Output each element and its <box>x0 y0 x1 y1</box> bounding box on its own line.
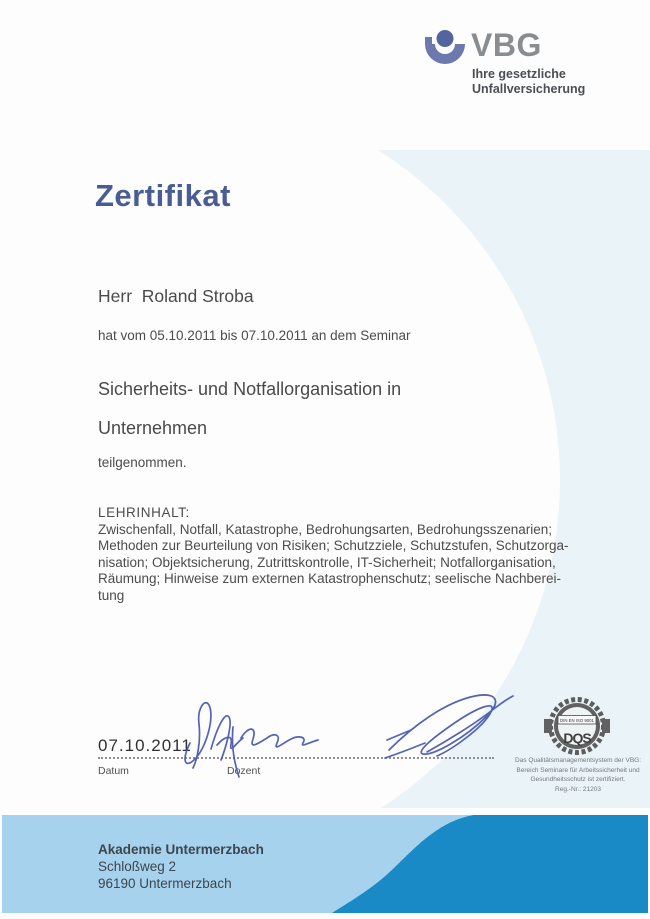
seal-monogram: DQS <box>563 730 591 746</box>
footer-bar <box>2 815 648 913</box>
course-content-line: nisation; Objektsicherung, Zutrittskontrolle, IT-Sicherheit; Notfallorganisation, <box>98 554 556 570</box>
course-content-line: Zwischenfall, Notfall, Katastrophe, Bedrohungsarten, Bedrohungsszenarien; <box>98 521 553 537</box>
academy-street: Schloßweg 2 <box>98 859 177 874</box>
seal-band-text: DIN EN ISO 9001 <box>560 717 594 723</box>
seal-caption-line: Gesundheitsschutz ist zertifiziert. <box>530 776 626 783</box>
vbg-tagline-line1: Ihre gesetzliche <box>472 67 566 81</box>
participation-text: teilgenommen. <box>98 455 187 470</box>
vbg-tagline <box>472 67 585 97</box>
vbg-logo <box>423 26 633 98</box>
date-label: Datum <box>98 765 129 777</box>
date-value: 07.10.2011 <box>98 736 192 755</box>
seminar-title-line1: Sicherheits- und Notfallorganisation in <box>98 379 402 399</box>
docent-label: Dozent <box>227 765 261 777</box>
course-content-line: tung <box>98 587 125 603</box>
course-content-heading: LEHRINHALT: <box>98 505 190 520</box>
docent-signature <box>180 697 330 781</box>
seminar-intro: hat vom 05.10.2011 bis 07.10.2011 an dem Seminar <box>98 328 411 343</box>
seal-caption-line: Reg.-Nr.: 21203 <box>555 785 601 793</box>
seal-caption-line: Bereich Seminare für Arbeitssicherheit und <box>516 766 640 774</box>
certificate-title: Zertifikat <box>95 178 231 213</box>
recipient-name: Herr Roland Stroba <box>98 286 254 306</box>
second-signature <box>383 690 517 772</box>
academy-name: Akademie Untermerzbach <box>98 842 264 857</box>
vbg-protection-icon <box>423 28 467 70</box>
seal-caption <box>506 756 650 794</box>
vbg-brand-text: VBG <box>471 27 542 63</box>
seminar-title-line2: Unternehmen <box>98 418 208 438</box>
vbg-tagline-line2: Unfallversicherung <box>472 82 586 96</box>
academy-address <box>98 841 264 892</box>
seal-caption-line: Das Qualitätsmanagementsystem der VBG: <box>514 757 642 764</box>
course-content-line: Räumung; Hinweise zum externen Katastrophenschutz; seelische Nachberei- <box>98 571 561 586</box>
seminar-title <box>98 370 401 448</box>
dqs-seal-icon <box>543 697 611 757</box>
academy-city: 96190 Untermerzbach <box>98 876 232 891</box>
course-content <box>98 505 572 604</box>
course-content-line: Methoden zur Beurteilung von Risiken; Schutzziele, Schutzstufen, Schutzorga- <box>98 538 569 553</box>
